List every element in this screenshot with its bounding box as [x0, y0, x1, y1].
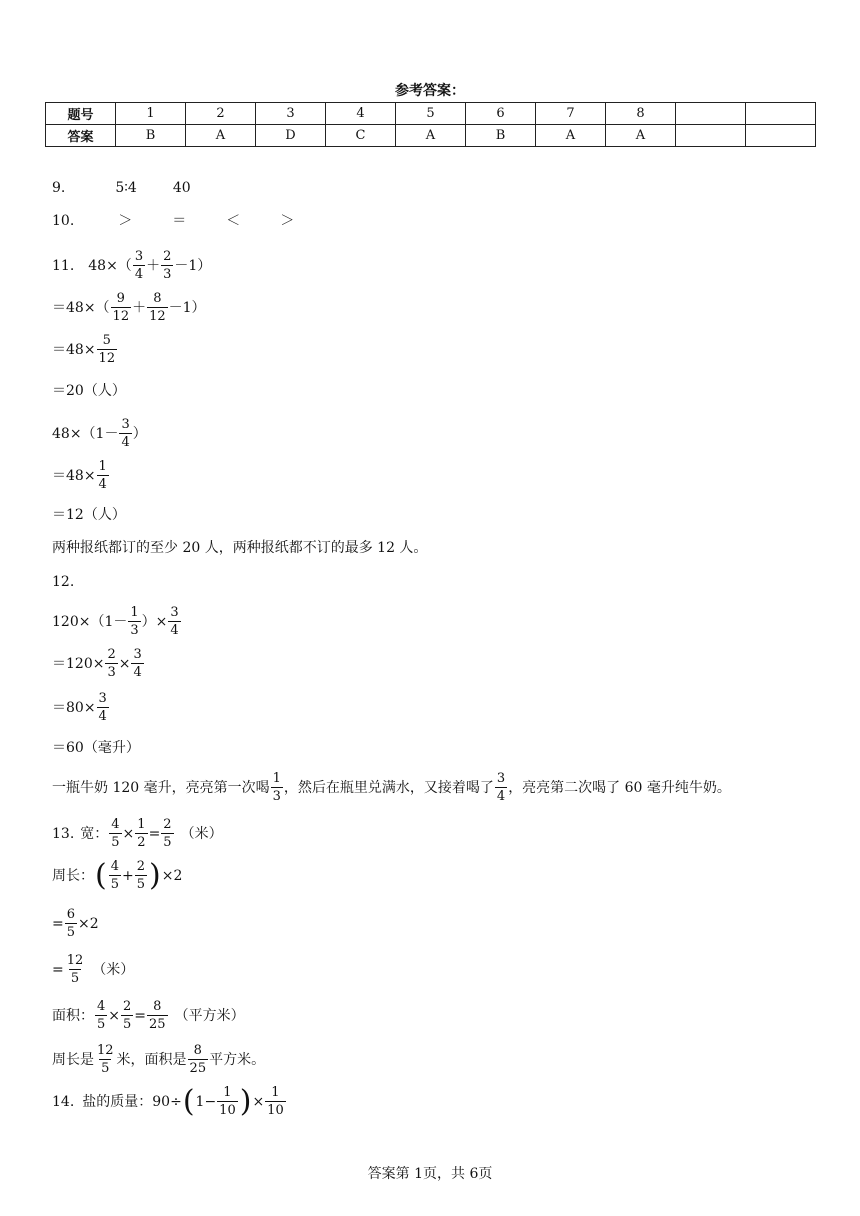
- text: 一瓶牛奶 120 毫升，亮亮第一次喝: [52, 779, 270, 796]
- text: 48×（1－: [52, 425, 119, 442]
- fraction: $\frac{1}{3}$: [130, 605, 139, 638]
- text: ，亮亮第二次喝了 60 毫升纯牛奶。: [508, 779, 731, 796]
- text: =: [52, 915, 64, 932]
- answer-cell: B: [116, 125, 186, 147]
- text: ＝80×: [52, 699, 96, 716]
- q12-line-1: [52, 606, 182, 637]
- text: ＝120×: [52, 655, 105, 672]
- answer-cell: A: [186, 125, 256, 147]
- text: ×: [118, 655, 131, 672]
- text: ×: [122, 825, 135, 842]
- question-number-cell: [746, 103, 816, 125]
- q10-symbol: ＝: [172, 213, 187, 229]
- text: ×: [252, 1093, 265, 1110]
- right-paren: ): [239, 1083, 252, 1119]
- right-paren: ): [149, 857, 161, 893]
- left-paren: (: [182, 1083, 195, 1119]
- q10-symbol: ＞: [118, 213, 133, 229]
- q10-answer: [52, 214, 294, 228]
- answer-key-title: 参考答案：: [395, 83, 465, 99]
- q13-line-3: [52, 908, 99, 939]
- q9-answer: [52, 181, 191, 195]
- fraction: $\frac{3}{4}$: [121, 417, 130, 450]
- q12-conclusion: [52, 772, 731, 803]
- fraction: $\frac{1}{3}$: [272, 771, 281, 804]
- answer-cell: [676, 125, 746, 147]
- q11-line-6: [52, 460, 110, 491]
- text: （米）: [180, 825, 223, 842]
- q9-number: 9.: [52, 180, 66, 196]
- fraction: $\frac{5}{12}$: [98, 333, 116, 366]
- question-number-cell: 5: [396, 103, 466, 125]
- q13-number: 13.: [52, 825, 75, 842]
- question-number-cell: 4: [326, 103, 396, 125]
- fraction: $\frac{9}{12}$: [112, 291, 130, 324]
- fraction: $\frac{3}{4}$: [170, 605, 179, 638]
- fraction: $\frac{2}{3}$: [107, 647, 116, 680]
- q12-number: 12.: [52, 574, 75, 590]
- q11-line-2: [52, 292, 206, 323]
- text: 48×（: [88, 257, 132, 274]
- answer-cell: D: [256, 125, 326, 147]
- text: ×2: [78, 915, 99, 932]
- answer-table: [45, 102, 816, 147]
- left-paren: (: [95, 857, 107, 893]
- answer-cell: A: [606, 125, 676, 147]
- q11-line-3: [52, 334, 118, 365]
- question-number-row: [46, 103, 816, 125]
- fraction: $\frac{1}{4}$: [98, 459, 107, 492]
- question-number-cell: 7: [536, 103, 606, 125]
- q10-symbol: ＞: [280, 213, 295, 229]
- text: 90÷: [152, 1093, 182, 1110]
- q10-symbol: ＜: [226, 213, 241, 229]
- text: ＋: [132, 299, 147, 316]
- fraction: $\frac{12}{5}$: [66, 953, 84, 986]
- fraction: $\frac{2}{5}$: [136, 859, 146, 892]
- answer-cell: [746, 125, 816, 147]
- question-number-cell: 6: [466, 103, 536, 125]
- question-number-cell: 1: [116, 103, 186, 125]
- text: 120×（1－: [52, 613, 128, 630]
- text: ）×: [141, 613, 168, 630]
- q11-line-5: [52, 418, 147, 449]
- q12-line-2: [52, 648, 145, 679]
- question-number-cell: [676, 103, 746, 125]
- q11-line-4: ＝20（人）: [52, 383, 126, 399]
- q13-line-2: [52, 857, 183, 893]
- row-label-answer: 答案: [46, 125, 116, 147]
- fraction: $\frac{2}{5}$: [163, 817, 172, 850]
- text: 1−: [195, 1093, 217, 1110]
- fraction: $\frac{8}{12}$: [149, 291, 166, 324]
- text: =: [52, 961, 64, 978]
- answer-cell: A: [396, 125, 466, 147]
- text: =: [148, 825, 161, 842]
- fraction: $\frac{2}{5}$: [123, 999, 132, 1032]
- q14-line-1: [52, 1083, 287, 1119]
- text: （米）: [92, 961, 135, 978]
- q13-line-1: [52, 818, 223, 849]
- text: ＝48×（: [52, 299, 110, 316]
- fraction: $\frac{4}{5}$: [110, 859, 119, 892]
- q10-number: 10.: [52, 213, 75, 229]
- fraction: $\frac{3}{4}$: [134, 249, 144, 282]
- fraction: $\frac{6}{5}$: [66, 907, 76, 940]
- q11-number: 11.: [52, 257, 75, 274]
- q13-conclusion: [52, 1044, 265, 1075]
- question-number-cell: 3: [256, 103, 326, 125]
- question-number-cell: 8: [606, 103, 676, 125]
- text: －1）: [168, 299, 206, 316]
- text: 面积：: [52, 1007, 94, 1024]
- text: ×: [108, 1007, 121, 1024]
- q12-line-4: ＝60（毫升）: [52, 740, 140, 756]
- answer-cell: C: [326, 125, 396, 147]
- fraction: $\frac{3}{4}$: [496, 771, 506, 804]
- answer-cell: A: [536, 125, 606, 147]
- text: 周长是: [52, 1051, 94, 1068]
- text: （平方米）: [174, 1007, 245, 1024]
- q11-line-7: ＝12（人）: [52, 507, 126, 523]
- text: 平方米。: [209, 1051, 266, 1068]
- q14-number: 14.: [52, 1093, 75, 1110]
- fraction: $\frac{1}{10}$: [219, 1085, 236, 1118]
- text: ＋: [146, 257, 161, 274]
- fraction: $\frac{4}{5}$: [97, 999, 106, 1032]
- answer-row: [46, 125, 816, 147]
- fraction: $\frac{1}{2}$: [137, 817, 146, 850]
- answer-cell: B: [466, 125, 536, 147]
- page-footer: 答案第 1页，共 6页: [367, 1166, 493, 1182]
- fraction: $\frac{4}{5}$: [111, 817, 120, 850]
- fraction: $\frac{2}{3}$: [163, 249, 172, 282]
- text: ×2: [161, 867, 183, 884]
- fraction: $\frac{3}{4}$: [133, 647, 142, 680]
- text: －1）: [174, 257, 212, 274]
- q9-ratio: 5∶4: [115, 180, 137, 196]
- row-label-question-number: 题号: [46, 103, 116, 125]
- q9-value: 40: [172, 180, 191, 196]
- text: 宽：: [80, 825, 109, 842]
- fraction: $\frac{8}{25}$: [149, 999, 166, 1032]
- text: 米，面积是: [116, 1051, 187, 1068]
- fraction: $\frac{3}{4}$: [98, 691, 107, 724]
- q13-line-4: [52, 954, 134, 985]
- question-number-cell: 2: [186, 103, 256, 125]
- text: ，然后在瓶里兑满水，又接着喝了: [283, 779, 494, 796]
- text: +: [122, 867, 134, 884]
- fraction: $\frac{12}{5}$: [97, 1043, 114, 1076]
- text: ＝48×: [52, 341, 96, 358]
- text: 周长：: [52, 867, 94, 884]
- text: ）: [132, 425, 147, 442]
- q11-line-1: [52, 250, 211, 281]
- fraction: $\frac{8}{25}$: [189, 1043, 207, 1076]
- q13-line-5: [52, 1000, 245, 1031]
- fraction: $\frac{1}{10}$: [267, 1085, 284, 1118]
- text: =: [134, 1007, 147, 1024]
- text: ＝48×: [52, 467, 96, 484]
- q12-line-3: [52, 692, 110, 723]
- q11-conclusion: 两种报纸都订的至少 20 人，两种报纸都不订的最多 12 人。: [52, 540, 428, 556]
- text: 盐的质量：: [82, 1093, 153, 1110]
